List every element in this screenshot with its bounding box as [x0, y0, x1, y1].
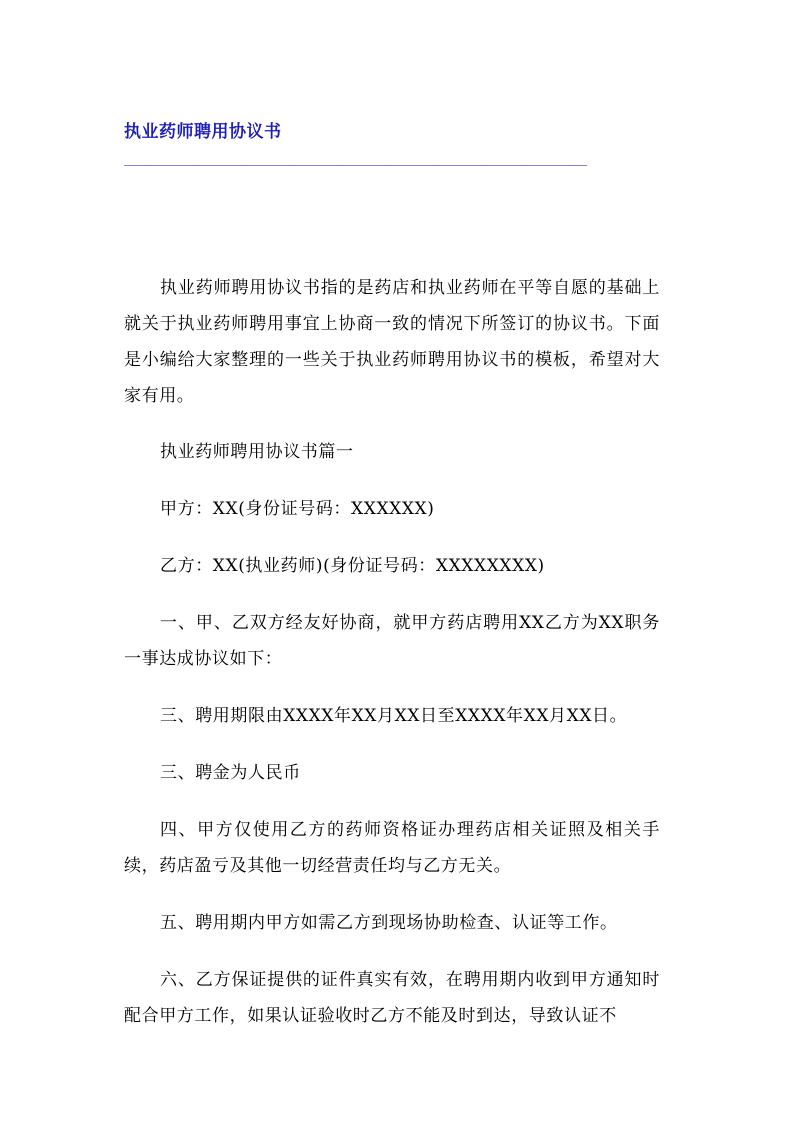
- document-title: 执业药师聘用协议书: [124, 122, 282, 142]
- clause-salary: 三、聘金为人民币: [160, 763, 301, 783]
- clause-5: 五、聘用期内甲方如需乙方到现场协助检查、认证等工作。: [160, 913, 618, 933]
- clause-4: 四、甲方仅使用乙方的药师资格证办理药店相关证照及相关手续，药店盈亏及其他一切经营责任均与乙方无关。: [124, 820, 660, 876]
- intro-paragraph: 执业药师聘用协议书指的是药店和执业药师在平等自愿的基础上就关于执业药师聘用事宜上协商一致的情况下所签订的协议书。下面是小编给大家整理的一些关于执业药师聘用协议书的模板，希望对大家有用。: [124, 278, 660, 406]
- party-b-line: 乙方：XX(执业药师)(身份证号码：XXXXXXXX): [160, 556, 545, 576]
- clause-6: 六、乙方保证提供的证件真实有效，在聘用期内收到甲方通知时配合甲方工作，如果认证验收时乙方不能及时到达，导致认证不: [124, 970, 660, 1026]
- clause-1: 一、甲、乙双方经友好协商，就甲方药店聘用XX乙方为XX职务一事达成协议如下：: [124, 613, 660, 669]
- title-underline: __________________________________________________________: [124, 150, 587, 166]
- document-body: [124, 270, 660, 1055]
- party-a-line: 甲方：XX(身份证号码：XXXXXX): [160, 499, 435, 519]
- clause-term: 三、聘用期限由XXXX年XX月XX日至XXXX年XX月XX日。: [160, 706, 628, 726]
- section-heading: 执业药师聘用协议书篇一: [160, 442, 354, 462]
